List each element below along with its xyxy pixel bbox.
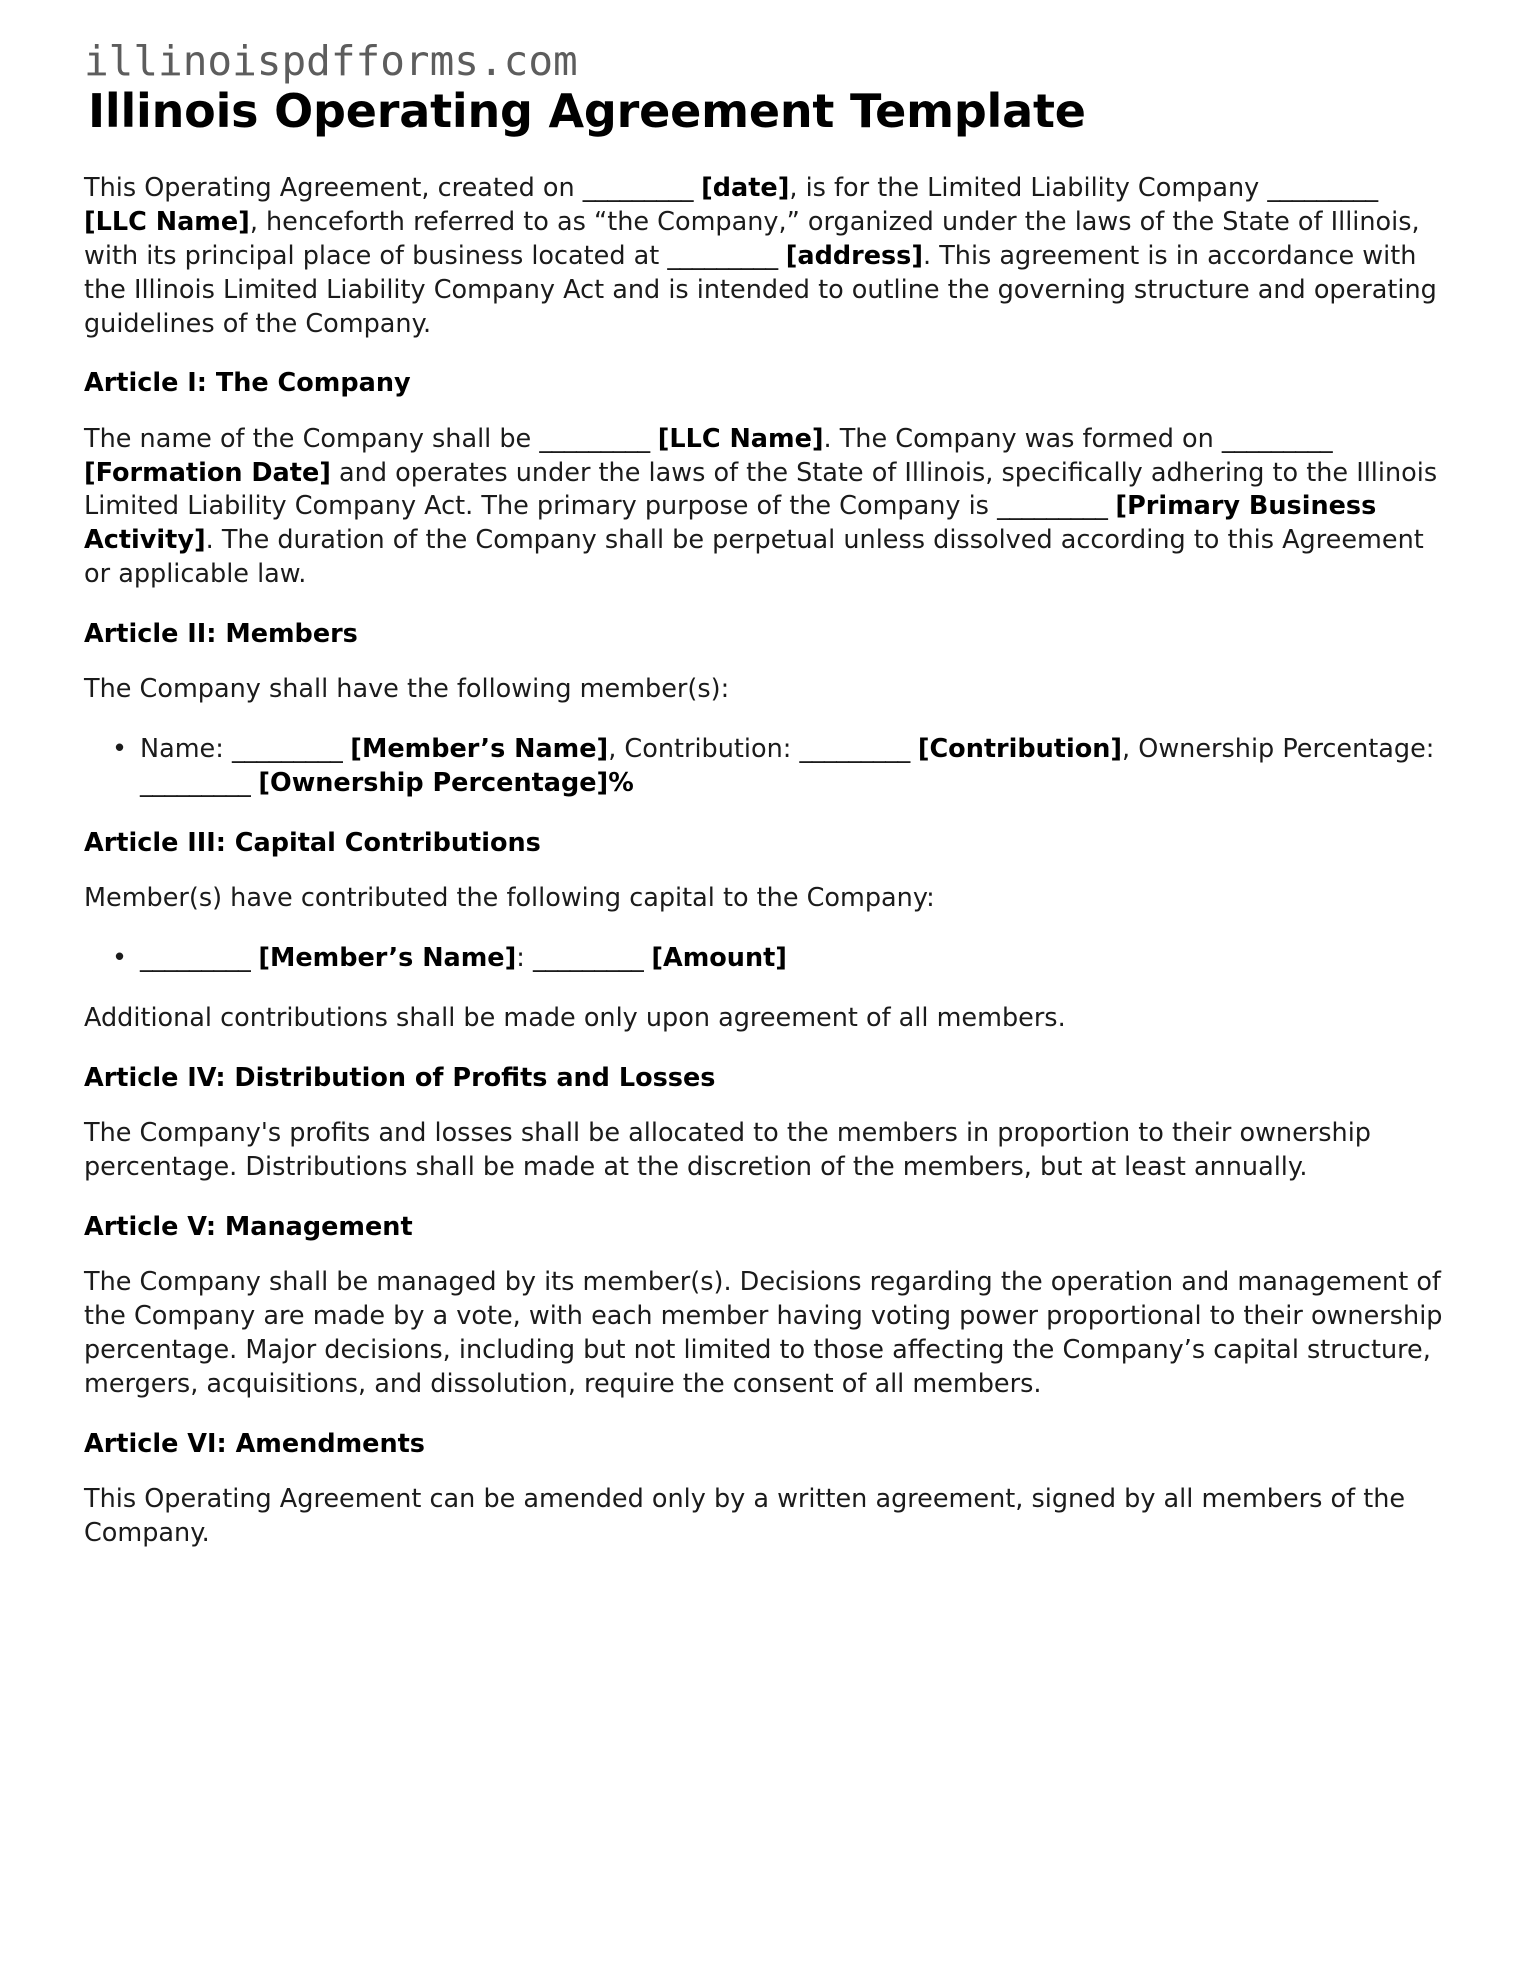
member-label-ownership: , Ownership Percentage: bbox=[1122, 734, 1435, 765]
placeholder-llc-name: [LLC Name] bbox=[84, 206, 250, 237]
placeholder-primary-business: [Primary Business Activity] bbox=[84, 491, 1377, 556]
contribution-separator: : bbox=[516, 943, 533, 974]
intro-paragraph bbox=[84, 172, 1444, 342]
blank-date: _________ bbox=[582, 172, 693, 203]
article-heading-4: Article IV: Distribution of Profits and Losses bbox=[84, 1062, 716, 1093]
placeholder-contribution: [Contribution] bbox=[917, 734, 1123, 765]
blank-contribution: _________ bbox=[799, 734, 910, 765]
article-heading-6: Article VI: Amendments bbox=[84, 1428, 425, 1459]
member-label-contribution: , Contribution: bbox=[608, 734, 800, 765]
intro-segment-3: , henceforth referred to as “the Company,” organized under the laws of the State of Illinois, with its principal place of business located at bbox=[84, 206, 1420, 271]
blank-formation-date: _________ bbox=[1221, 423, 1333, 454]
placeholder-formation-date: [Formation Date] bbox=[84, 457, 331, 488]
list-item bbox=[84, 733, 1444, 801]
article-1-segment-2: . The Company was formed on bbox=[823, 423, 1222, 454]
blank-address: _________ bbox=[667, 240, 778, 271]
blank-llc-name: _________ bbox=[1267, 172, 1378, 203]
intro-segment-1: This Operating Agreement, created on bbox=[84, 172, 583, 203]
list-item bbox=[84, 942, 1444, 976]
article-1-segment-4: . The duration of the Company shall be perpetual unless dissolved according to this Agreement or applicable law. bbox=[84, 525, 1424, 590]
article-heading-2: Article II: Members bbox=[84, 619, 358, 650]
placeholder-member-name-2: [Member’s Name] bbox=[258, 943, 517, 974]
placeholder-llc-name-2: [LLC Name] bbox=[657, 423, 824, 454]
article-1-segment-3: and operates under the laws of the State of Illinois, specifically adhering to the Illinois Limited Liability Company Act. The primary purpose of the Company is bbox=[84, 457, 1438, 522]
intro-segment-2: , is for the Limited Liability Company bbox=[789, 172, 1268, 203]
article-1-paragraph bbox=[84, 423, 1444, 593]
article-1-segment-1: The name of the Company shall be bbox=[84, 423, 540, 454]
members-list bbox=[84, 733, 1444, 801]
intro-segment-4: . This agreement is in accordance with the Illinois Limited Liability Company Act and is intended to outline the governing structure and operating guidelines of the Company. bbox=[84, 240, 1437, 339]
placeholder-amount: [Amount] bbox=[651, 943, 787, 974]
article-heading-5: Article V: Management bbox=[84, 1211, 413, 1242]
article-3-lead: Member(s) have contributed the following capital to the Company: bbox=[84, 883, 935, 914]
placeholder-address: [address] bbox=[785, 240, 923, 271]
placeholder-ownership-percentage: [Ownership Percentage]% bbox=[258, 768, 634, 799]
blank-primary-business: _________ bbox=[997, 491, 1108, 522]
blank-ownership-percentage: _________ bbox=[140, 768, 251, 799]
member-label-name: Name: bbox=[140, 734, 232, 765]
article-heading-3: Article III: Capital Contributions bbox=[84, 828, 541, 858]
article-4-paragraph: The Company's profits and losses shall be allocated to the members in proportion to their ownership percentage. Distributions shall be made at the discretion of the members, but at least annually. bbox=[84, 1118, 1371, 1182]
site-name-watermark: illinoispdfforms.com bbox=[84, 37, 578, 85]
article-3-closing: Additional contributions shall be made only upon agreement of all members. bbox=[84, 1002, 1066, 1033]
capital-contributions-list bbox=[84, 942, 1444, 976]
page-title: Illinois Operating Agreement Template bbox=[88, 84, 1086, 139]
blank-llc-name-2: _________ bbox=[539, 423, 650, 454]
article-heading-1: Article I: The Company bbox=[84, 368, 411, 399]
blank-member-name-2: _________ bbox=[140, 943, 251, 974]
placeholder-date: [date] bbox=[701, 172, 790, 203]
article-6-paragraph: This Operating Agreement can be amended only by a written agreement, signed by all members of the Company. bbox=[84, 1483, 1406, 1548]
blank-amount: _________ bbox=[532, 943, 644, 974]
placeholder-member-name: [Member’s Name] bbox=[350, 734, 609, 765]
blank-member-name: _________ bbox=[231, 734, 343, 765]
article-5-paragraph: The Company shall be managed by its member(s). Decisions regarding the operation and management of the Company are made by a vote, with each member having voting power proportional to their ownership percentage. Major decisions, including but not limited to those affecting the Company’s capital structure, mergers, acquisitions, and dissolution, require the consent of all members. bbox=[84, 1266, 1443, 1399]
article-2-lead: The Company shall have the following member(s): bbox=[84, 674, 730, 705]
